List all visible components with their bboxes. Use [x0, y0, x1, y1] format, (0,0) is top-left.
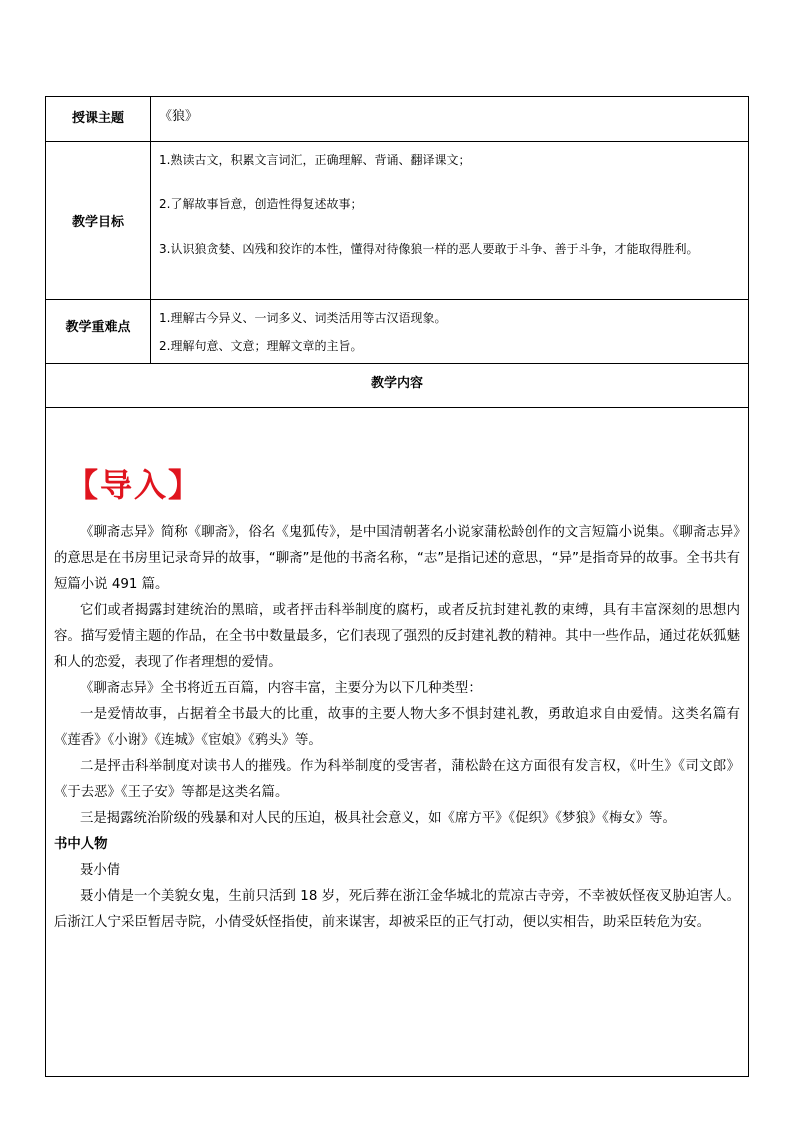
- characters-heading: 书中人物: [54, 837, 108, 852]
- key-points-label: 教学重难点: [46, 300, 151, 363]
- topic-value: 《狼》: [159, 109, 199, 124]
- intro-paragraph: 三是揭露统治阶级的残暴和对人民的压迫，极具社会意义，如《席方平》《促织》《梦狼》《梅女》等。: [80, 811, 676, 826]
- goals-row: [46, 142, 748, 300]
- content-header: 教学内容: [370, 376, 423, 391]
- key-point-item: 2.理解句意、文意；理解文章的主旨。: [159, 339, 363, 353]
- goal-item: 1.熟读古文，积累文言词汇，正确理解、背诵、翻译课文；: [159, 153, 471, 167]
- goal-item: 3.认识狼贪婪、凶残和狡诈的本性，懂得对待像狼一样的恶人要敢于斗争、善于斗争，才能取得胜利。: [159, 242, 699, 256]
- goal-item: 2.了解故事旨意，创造性得复述故事；: [159, 197, 363, 211]
- key-points-row: [46, 300, 748, 364]
- content-header-row: [46, 364, 748, 408]
- lesson-plan-table: [45, 96, 749, 1077]
- key-point-item: 1.理解古今异义、一词多义、词类活用等古汉语现象。: [159, 311, 447, 325]
- goals-list: [151, 142, 748, 299]
- key-points-list: [151, 300, 748, 363]
- intro-paragraph: 它们或者揭露封建统治的黑暗，或者抨击科举制度的腐朽，或者反抗封建礼教的束缚，具有丰富深刻的思想内容。描写爱情主题的作品，在全书中数量最多，它们表现了强烈的反封建礼教的精神。其中一些作品，通过花妖狐魅和人的恋爱，表现了作者理想的爱情。: [54, 603, 740, 670]
- topic-label: 授课主题: [46, 97, 151, 141]
- intro-paragraph: 《聊斋志异》简称《聊斋》，俗名《鬼狐传》，是中国清朝著名小说家蒲松龄创作的文言短篇小说集。《聊斋志异》的意思是在书房里记录奇异的故事，“聊斋”是他的书斋名称，“志”是指记述的意思，“异”是指奇异的故事。全书共有短篇小说 491 篇。: [54, 525, 740, 592]
- character-name: 聂小倩: [80, 863, 121, 878]
- content-body: [46, 460, 748, 1076]
- character-description: 聂小倩是一个美貌女鬼，生前只活到 18 岁，死后葬在浙江金华城北的荒凉古寺旁，不幸被妖怪夜叉胁迫害人。后浙江人宁采臣暂居寺院，小倩受妖怪指使，前来谋害，却被采臣的正气打动，便以实相告，助采臣转危为安。: [54, 889, 740, 930]
- intro-paragraph: 二是抨击科举制度对读书人的摧残。作为科举制度的受害者，蒲松龄在这方面很有发言权，《叶生》《司文郎》《于去恶》《王子安》等都是这类名篇。: [54, 759, 740, 800]
- intro-paragraph: 《聊斋志异》全书将近五百篇，内容丰富，主要分为以下几种类型：: [80, 681, 482, 696]
- topic-row: [46, 97, 748, 142]
- intro-title: 【导入】: [66, 466, 203, 504]
- intro-paragraph: 一是爱情故事，占据着全书最大的比重，故事的主要人物大多不惧封建礼教，勇敢追求自由爱情。这类名篇有《莲香》《小谢》《连城》《宦娘》《鸦头》等。: [54, 707, 740, 748]
- goals-label: 教学目标: [46, 142, 151, 299]
